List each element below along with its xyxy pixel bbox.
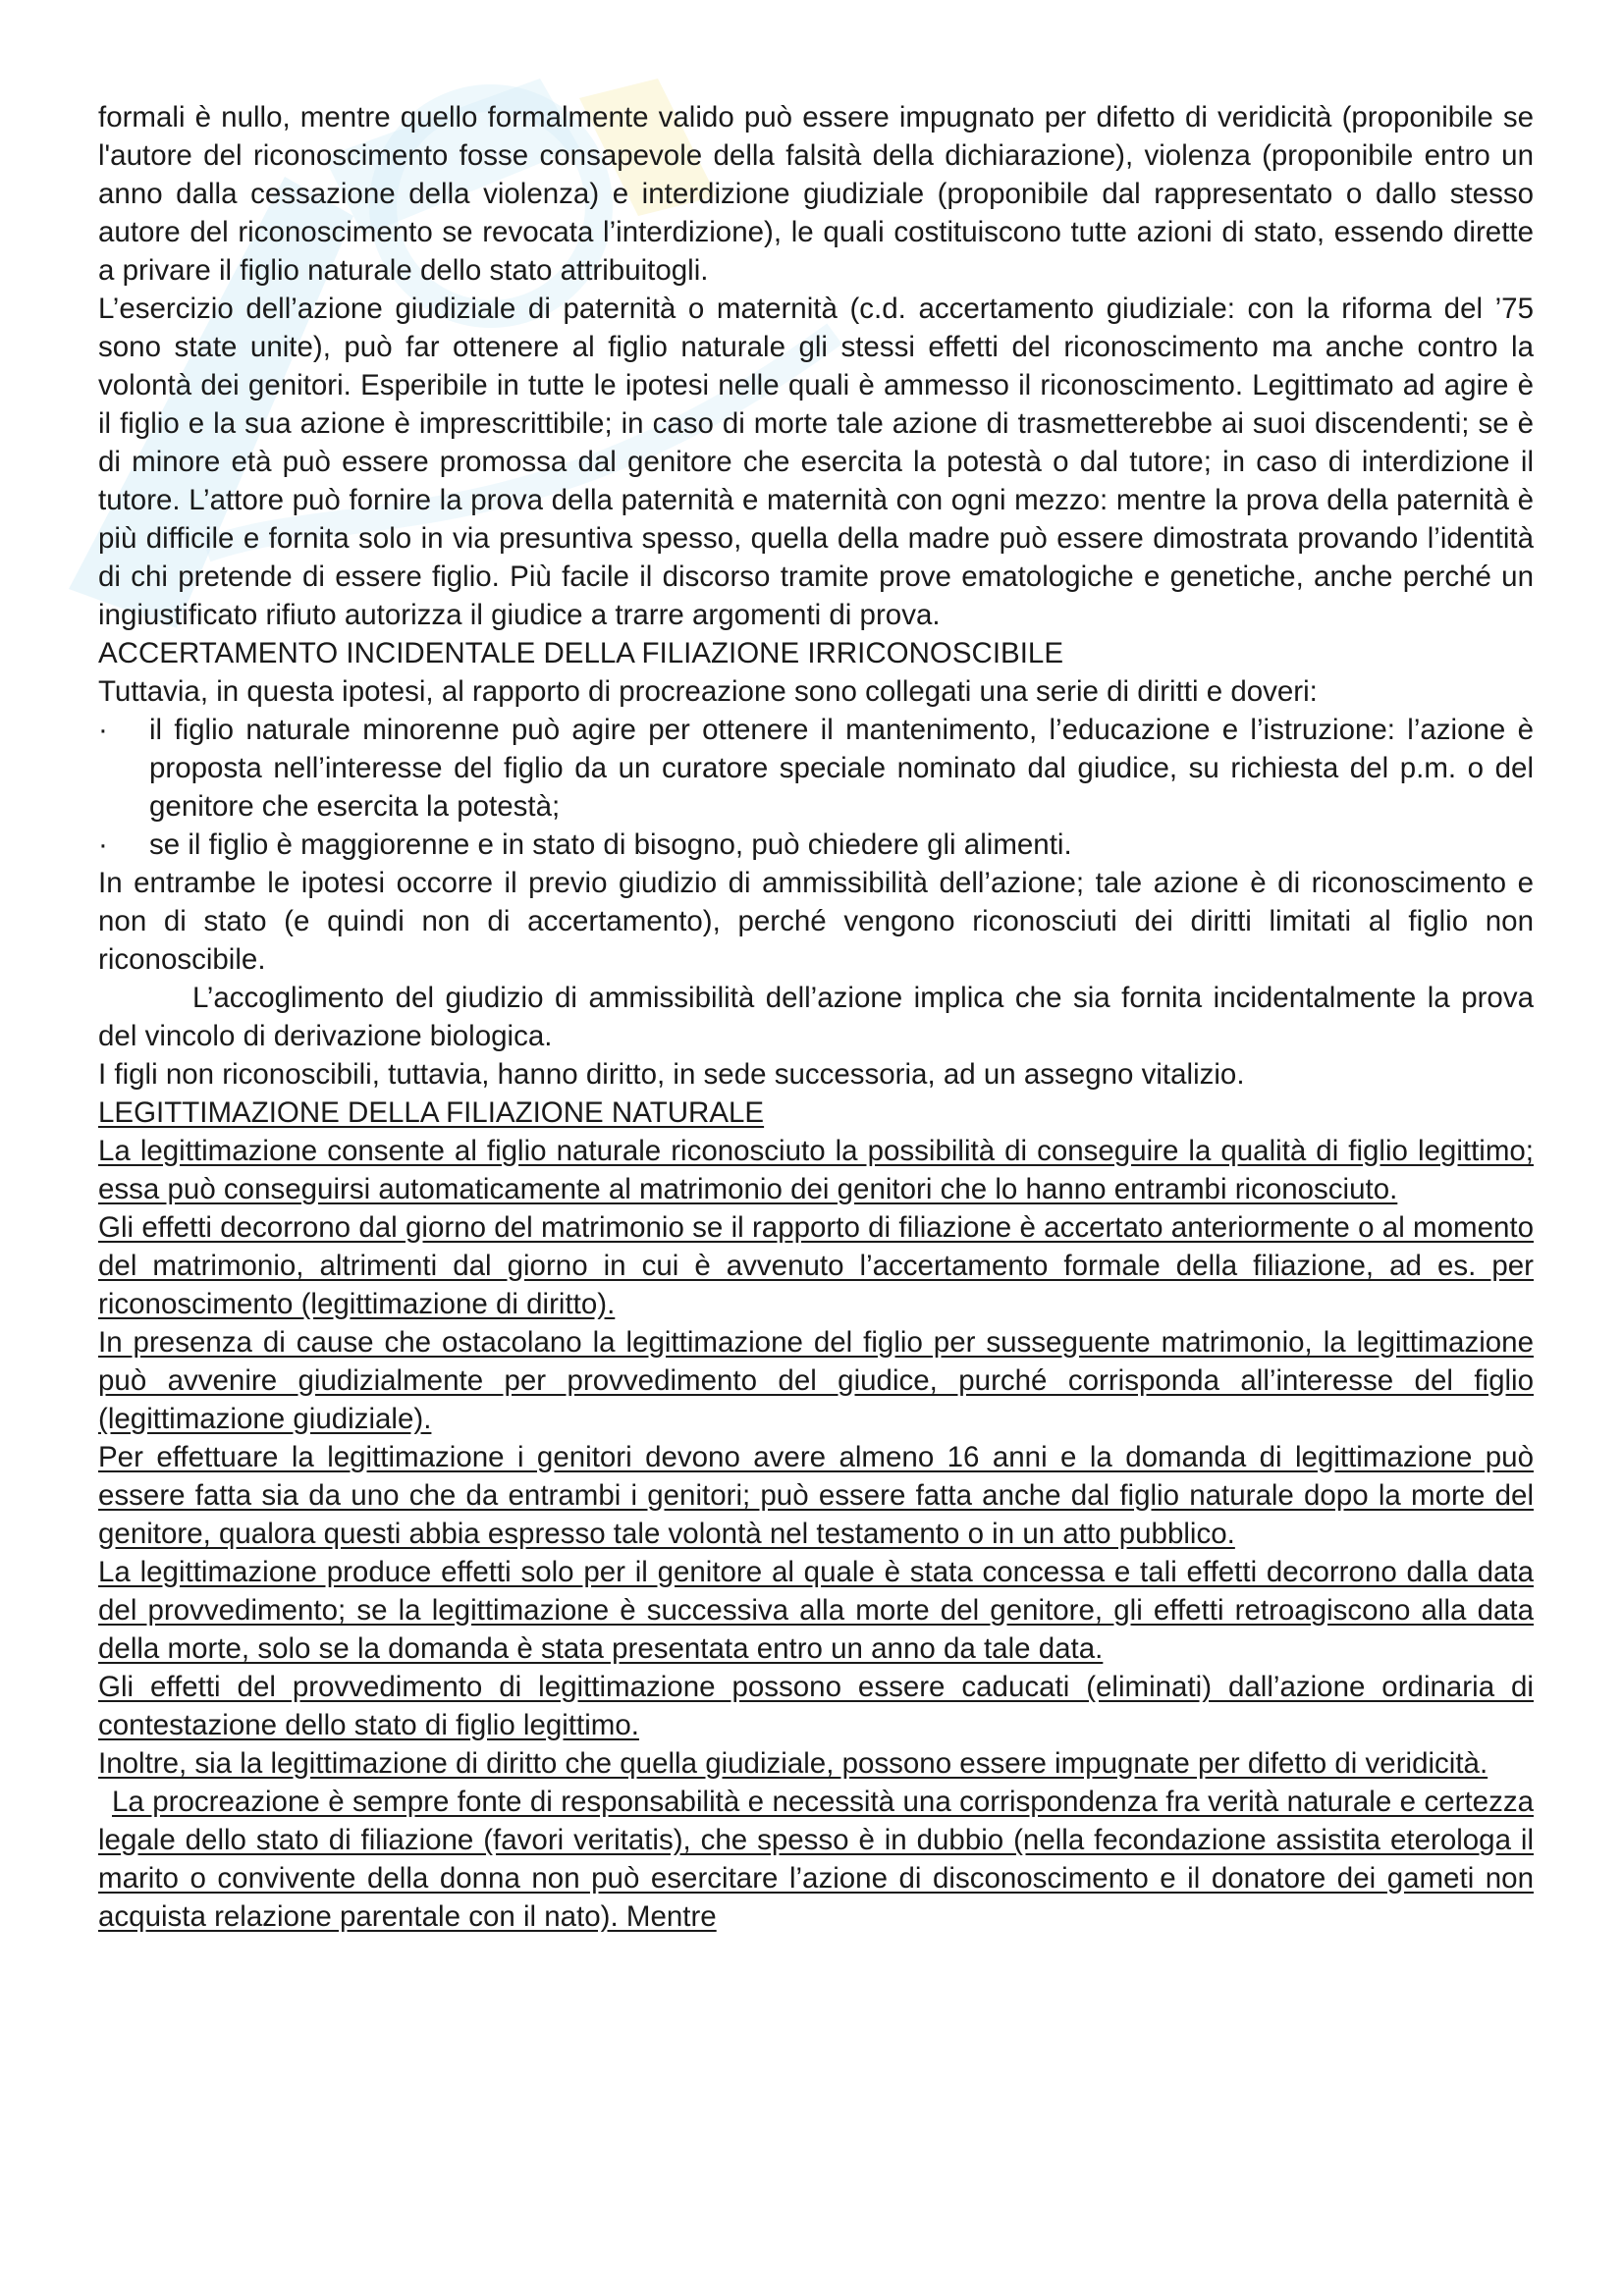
underlined-paragraph-2: Gli effetti decorrono dal giorno del matrimonio se il rapporto di filiazione è accertato anteriormente o al momento del matrimonio, altrimenti dal giorno in cui è avvenuto l’accertamento formale della filiazione, ad es. per riconoscimento (legittimazione di diritto). [98, 1211, 1534, 1320]
list-item [98, 711, 1534, 826]
underlined-paragraph-8: La procreazione è sempre fonte di responsabilità e necessità una corrispondenza fra verità naturale e certezza legale dello stato di filiazione (favori veritatis), che spesso è in dubbio (nella fecondazione assistita eterologa il marito o convivente della donna non può esercitare l’azione di disconoscimento e il donatore dei gameti non acquista relazione parentale con il nato). Mentre [98, 1786, 1534, 1933]
paragraph-5: L’accoglimento del giudizio di ammissibilità dell’azione implica che sia fornita incidentalmente la prova del vincolo di derivazione biologica. [98, 982, 1534, 1052]
list-item-text: il figlio naturale minorenne può agire per ottenere il mantenimento, l’educazione e l’istruzione: l’azione è proposta nell’interesse del figlio da un curatore speciale nominato dal giudice, su richiesta del p.m. o del genitore che esercita la potestà; [149, 714, 1534, 823]
underlined-paragraph-5: La legittimazione produce effetti solo per il genitore al quale è stata concessa e tali effetti decorrono dalla data del provvedimento; se la legittimazione è successiva alla morte del genitore, gli effetti retroagiscono alla data della morte, solo se la domanda è stata presentata entro un anno da tale data. [98, 1556, 1534, 1665]
bullet-marker: · [98, 714, 108, 746]
bullet-marker: · [98, 828, 108, 861]
paragraph-6: I figli non riconoscibili, tuttavia, hanno diritto, in sede successoria, ad un assegno vitalizio. [98, 1058, 1245, 1091]
underlined-paragraph-6: Gli effetti del provvedimento di legittimazione possono essere caducati (eliminati) dall’azione ordinaria di contestazione dello stato di figlio legittimo. [98, 1671, 1534, 1741]
underlined-paragraph-1: La legittimazione consente al figlio naturale riconosciuto la possibilità di conseguire la qualità di figlio legittimo; essa può conseguirsi automaticamente al matrimonio dei genitori che lo hanno entrambi riconosciuto. [98, 1135, 1534, 1205]
underlined-paragraph-3: In presenza di cause che ostacolano la legittimazione del figlio per susseguente matrimonio, la legittimazione può avvenire giudizialmente per provvedimento del giudice, purché corrisponda all’interesse del figlio (legittimazione giudiziale). [98, 1326, 1534, 1435]
paragraph-3: Tuttavia, in questa ipotesi, al rapporto di procreazione sono collegati una serie di diritti e doveri: [98, 675, 1318, 708]
paragraph-1: formali è nullo, mentre quello formalmente valido può essere impugnato per difetto di veridicità (proponibile se l'autore del riconoscimento fosse consapevole della falsità della dichiarazione), violenza (proponibile entro un anno dalla cessazione della violenza) e interdizione giudiziale (proponibile dal rappresentato o dallo stesso autore del riconoscimento se revocata l’interdizione), le quali costituiscono tutte azioni di stato, essendo dirette a privare il figlio naturale dello stato attribuitogli. [98, 101, 1534, 287]
list-item [98, 826, 1534, 864]
document-body [98, 98, 1534, 1936]
underlined-paragraph-4: Per effettuare la legittimazione i genitori devono avere almeno 16 anni e la domanda di legittimazione può essere fatta sia da uno che da entrambi i genitori; può essere fatta anche dal figlio naturale dopo la morte del genitore, qualora questi abbia espresso tale volontà nel testamento o in un atto pubblico. [98, 1441, 1534, 1550]
paragraph-4: In entrambe le ipotesi occorre il previo giudizio di ammissibilità dell’azione; tale azione è di riconoscimento e non di stato (e quindi non di accertamento), perché vengono riconosciuti dei diritti limitati al figlio non riconoscibile. [98, 867, 1534, 976]
section-heading-accertamento: ACCERTAMENTO INCIDENTALE DELLA FILIAZIONE IRRICONOSCIBILE [98, 637, 1063, 669]
underlined-paragraph-7: Inoltre, sia la legittimazione di diritto che quella giudiziale, possono essere impugnate per difetto di veridicità. [98, 1747, 1488, 1780]
section-heading-legittimazione: LEGITTIMAZIONE DELLA FILIAZIONE NATURALE [98, 1096, 765, 1129]
list-item-text: se il figlio è maggiorenne e in stato di bisogno, può chiedere gli alimenti. [149, 828, 1072, 861]
paragraph-2: L’esercizio dell’azione giudiziale di paternità o maternità (c.d. accertamento giudiziale: con la riforma del ’75 sono state unite), può far ottenere al figlio naturale gli stessi effetti del riconoscimento ma anche contro la volontà dei genitori. Esperibile in tutte le ipotesi nelle quali è ammesso il riconoscimento. Legittimato ad agire è il figlio e la sua azione è imprescrittibile; in caso di morte tale azione di trasmetterebbe ai suoi discendenti; se è di minore età può essere promossa dal genitore che esercita la potestà o dal tutore; in caso di interdizione il tutore. L’attore può fornire la prova della paternità e maternità con ogni mezzo: mentre la prova della paternità è più difficile e fornita solo in via presuntiva spesso, quella della madre può essere dimostrata provando l’identità di chi pretende di essere figlio. Più facile il discorso tramite prove ematologiche e genetiche, anche perché un ingiustificato rifiuto autorizza il giudice a trarre argomenti di prova. [98, 293, 1534, 631]
